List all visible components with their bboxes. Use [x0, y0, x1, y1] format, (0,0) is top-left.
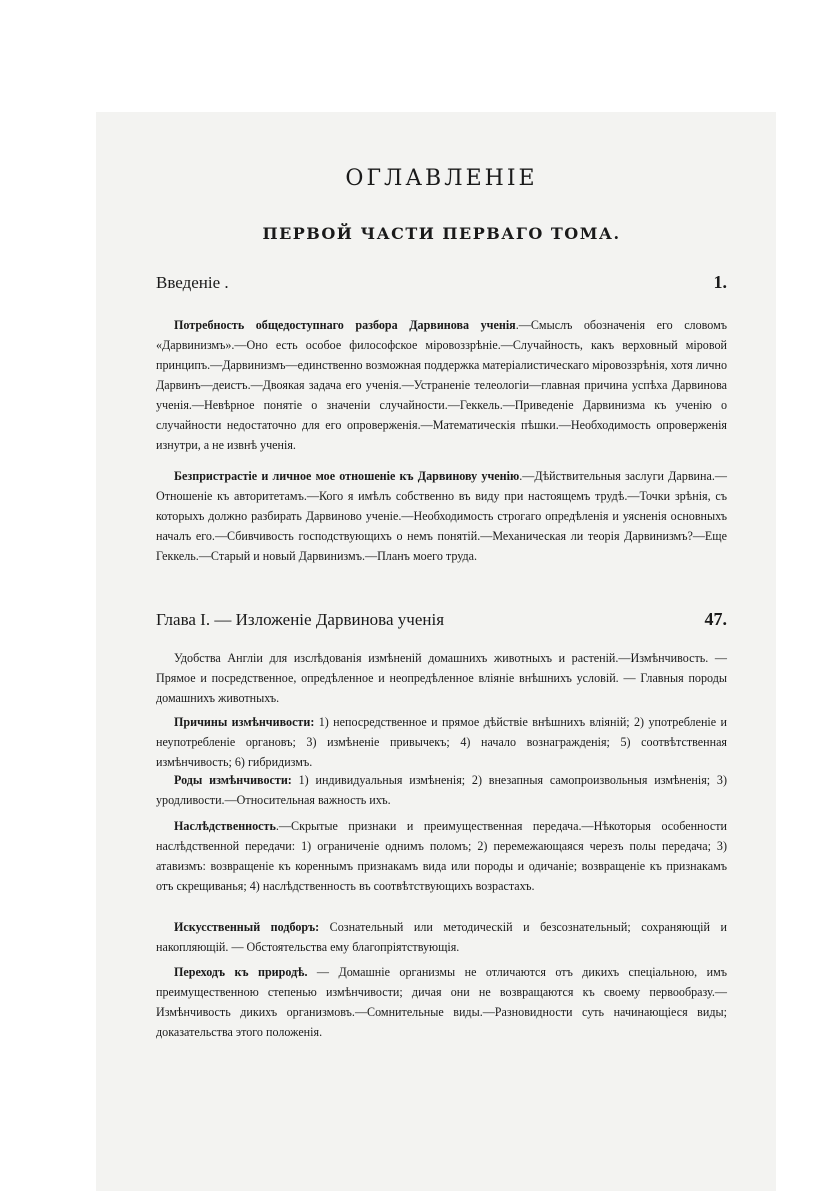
- page-subtitle: ПЕРВОЙ ЧАСТИ ПЕРВАГО ТОМА.: [262, 224, 621, 243]
- summary-paragraph: [156, 770, 727, 810]
- section-heading: Введеніе .: [156, 273, 229, 292]
- toc-entry-introduction[interactable]: [156, 272, 727, 293]
- summary-paragraph: [156, 712, 727, 772]
- paragraph-text: Сознательный или методическій и безсознательный; сохраняющій и накопляющій. — Обстоятельства ему благопріятствующія.: [156, 920, 727, 954]
- summary-paragraph: [156, 466, 727, 566]
- paragraph-lead: Переходъ къ природѣ.: [174, 965, 308, 979]
- summary-paragraph: [156, 648, 727, 708]
- toc-entry-chapter-1[interactable]: [156, 609, 727, 630]
- section-heading: Глава I. — Изложеніе Дарвинова ученія: [156, 610, 445, 629]
- paragraph-text: .—Смыслъ обозначенія его словомъ «Дарвинизмъ».—Оно есть особое философское міровоззрѣніе.—Случайность, какъ верховный міровой принципъ.—Дарвинизмъ—единственно возможная поддержка матеріалистическаго міровоззрѣнія, хотя лично Дарвинъ—деистъ.—Двоякая задача его ученія.—Устраненіе телеологіи—главная причина успѣха Дарвинова ученія.—Невѣрное понятіе о значеніи случайности.—Геккель.—Приведеніе Дарвинизма къ ученію о случайности недостаточно для его опроверженія.—Математическія пѣшки.—Необходимость опроверженія изнутри, а не извнѣ ученія.: [156, 318, 727, 452]
- summary-paragraph: [156, 962, 727, 1042]
- paragraph-lead: Безпристрастіе и личное мое отношеніе къ Дарвинову ученію: [174, 469, 520, 483]
- paragraph-lead: Наслѣдственность: [174, 819, 276, 833]
- page-title: ОГЛАВЛЕНІЕ: [345, 166, 538, 191]
- summary-paragraph: [156, 315, 727, 455]
- summary-paragraph: [156, 917, 727, 957]
- paragraph-lead: Потребность общедоступнаго разбора Дарвинова ученія: [174, 318, 516, 332]
- paragraph-lead: Роды измѣнчивости:: [174, 773, 292, 787]
- page-number: 1.: [713, 272, 727, 292]
- paragraph-text: Удобства Англіи для изслѣдованія измѣненій домашнихъ животныхъ и растеній.—Измѣнчивость. — Прямое и посредственное, опредѣленное и неопредѣленное вліяніе внѣшнихъ условій. — Главныя породы домашнихъ животныхъ.: [156, 651, 727, 705]
- paragraph-text: .—Дѣйствительныя заслуги Дарвина.—Отношеніе къ авторитетамъ.—Кого я имѣлъ собственно въ виду при настоящемъ трудѣ.—Точки зрѣнія, съ которыхъ должно разбирать Дарвиново ученіе.—Необходимость строгаго опредѣленія и уясненія основныхъ началъ его.—Сбивчивость господствующихъ о немъ понятій.—Механическая ли теорія Дарвинизмъ?—Еще Геккель.—Старый и новый Дарвинизмъ.—Планъ моего труда.: [156, 469, 727, 563]
- page-number: 47.: [704, 609, 727, 629]
- paragraph-text: — Домашніе организмы не отличаются отъ дикихъ спеціальною, имъ преимущественною степенью измѣнчивости; дичая они не возвращаются къ своему первообразу.—Измѣнчивость дикихъ организмовъ.—Сомнительные виды.—Разновидности суть начинающіеся виды; доказательства этого положенія.: [156, 965, 727, 1039]
- summary-paragraph: [156, 816, 727, 896]
- paragraph-text: 1) индивидуальныя измѣненія; 2) внезапныя самопроизвольныя измѣненія; 3) уродливости.—Относительная важность ихъ.: [156, 773, 727, 807]
- paragraph-lead: Причины измѣнчивости:: [174, 715, 315, 729]
- paragraph-lead: Искусственный подборъ:: [174, 920, 320, 934]
- paragraph-text: .—Скрытые признаки и преимущественная передача.—Нѣкоторыя особенности наслѣдственной передачи: 1) ограниченіе однимъ поломъ; 2) перемежающаяся черезъ полы передача; 3) атавизмъ: возвращеніе къ кореннымъ признакамъ вида или породы и одичаніе; возвращеніе къ признакамъ отъ скрещиванья; 4) наслѣдственность въ соотвѣтствующихъ возрастахъ.: [156, 819, 727, 893]
- paragraph-text: 1) непосредственное и прямое дѣйствіе внѣшнихъ вліяній; 2) употребленіе и неупотребленіе органовъ; 3) измѣненіе привычекъ; 4) начало вознагражденія; 5) соотвѣтственная измѣнчивость; 6) гибридизмъ.: [156, 715, 727, 769]
